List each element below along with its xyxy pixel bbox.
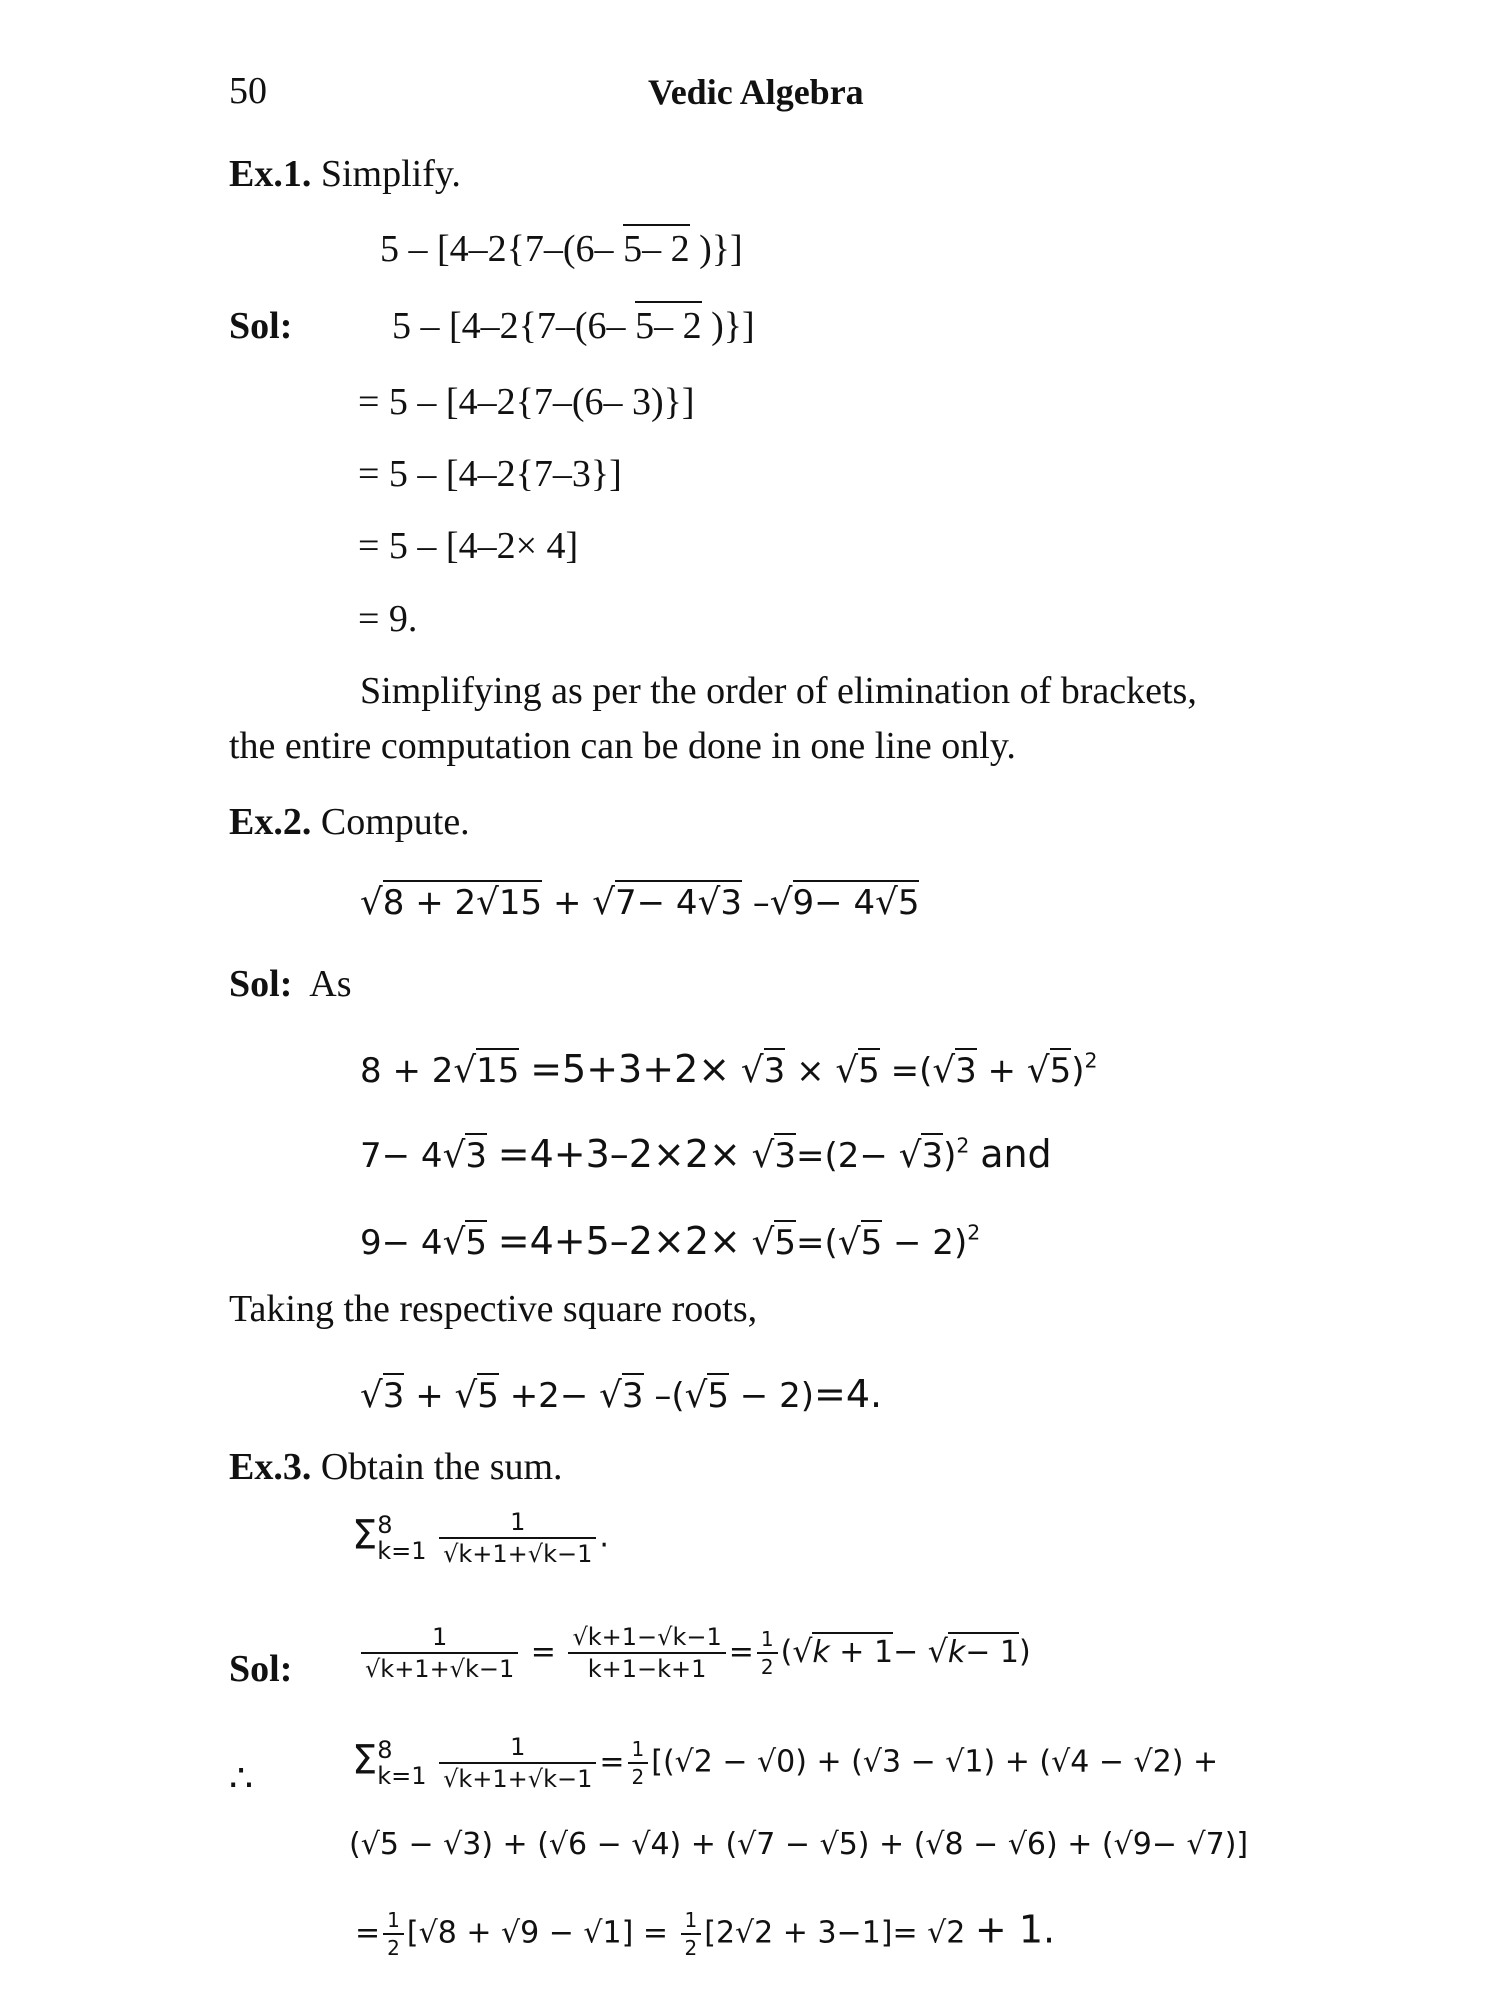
ex1-prompt: Simplify. xyxy=(320,153,461,195)
ex1-label: Ex.1. xyxy=(229,153,312,195)
ex1-step-1: = 5 – [4–2{7–(6– 3)}] xyxy=(358,381,695,423)
ex3-therefore: ∴ xyxy=(229,1758,254,1800)
ex2-expression: √8 + 2√15 + √7− 4√3 –√9− 4√5 xyxy=(360,882,920,923)
ex2-result-line: √3 + √5 +2− √3 –(√5 − 2)=4. xyxy=(360,1372,883,1416)
ex3-final-line: = $\frac{1}{2}$ [√8 + √9 − √1] = $\frac{1}{2}$ [2√2 + 3−1]= √2 + 1. xyxy=(355,1907,1056,1960)
ex3-problem-sum: Σ8 k=1 $\frac{1}{√k+1+√k-1}$ . xyxy=(352,1508,609,1568)
ex1-sol-label: Sol: xyxy=(229,305,293,347)
ex1-remark-line1: Simplifying as per the order of elimination of brackets, xyxy=(360,670,1197,712)
ex1-problem: 5 – [4–2{7–(6– 5– 2 )}] xyxy=(380,230,743,268)
running-title: Vedic Algebra xyxy=(648,72,864,112)
page-number: 50 xyxy=(229,70,267,112)
ex3-telescoping-2: (√5 − √3) + (√6 − √4) + (√7 − √5) + (√8 − √6) + (√9− √7)] xyxy=(349,1827,1249,1862)
ex2-taking-text: Taking the respective square roots, xyxy=(229,1288,758,1330)
ex2-heading xyxy=(229,803,470,841)
ex2-label: Ex.2. xyxy=(229,801,312,843)
ex2-sol-line xyxy=(229,965,352,1003)
ex1-sol-expression: 5 – [4–2{7–(6– 5– 2 )}] xyxy=(392,307,755,345)
ex3-heading xyxy=(229,1448,563,1486)
ex2-identity-1: $8 + 2√15 =5+3+2\times √3 \times √5 =(√3 + √5)^2$ xyxy=(360,1047,1098,1091)
ex1-step-4: = 9. xyxy=(358,598,418,640)
ex3-prompt: Obtain the sum. xyxy=(320,1446,563,1488)
ex1-step-3: = 5 – [4–2× 4] xyxy=(358,525,579,567)
ex1-step-2: = 5 – [4–2{7–3}] xyxy=(358,453,622,495)
ex1-problem-vinculum: 5– 2 xyxy=(623,224,690,270)
ex3-telescoping-1: Σ8 k=1 $\frac{1}{√k+1+√k-1}$ = $\frac{1}{2}$ [(√2 − √0) + (√3 − √1) + (√4 − √2) + xyxy=(352,1733,1219,1793)
ex2-prompt: Compute. xyxy=(320,801,470,843)
ex2-identity-2: $7- 4√3 =4+3-2\times 2\times √3=(2- √3)^2$ and xyxy=(360,1132,1052,1176)
ex3-rationalize: $\frac{1}{√k+1+√k-1}$ = $\frac{√k+1-√k-1}{k+1-k+1}$ = $\frac{1}{2}$ (√k + 1− √k− 1) xyxy=(358,1625,1031,1681)
ex1-heading xyxy=(229,155,461,193)
ex1-sol-vinculum: 5– 2 xyxy=(635,301,702,347)
ex2-identity-3: $9- 4√5 =4+5-2\times 2\times √5=(√5 - 2)^2$ xyxy=(360,1219,981,1263)
ex1-remark-line2: the entire computation can be done in one line only. xyxy=(229,725,1016,767)
ex2-sol-label: Sol: xyxy=(229,963,293,1005)
ex3-label: Ex.3. xyxy=(229,1446,312,1488)
ex3-sol-label: Sol: xyxy=(229,1648,293,1690)
ex2-sol-intro: As xyxy=(309,963,352,1005)
